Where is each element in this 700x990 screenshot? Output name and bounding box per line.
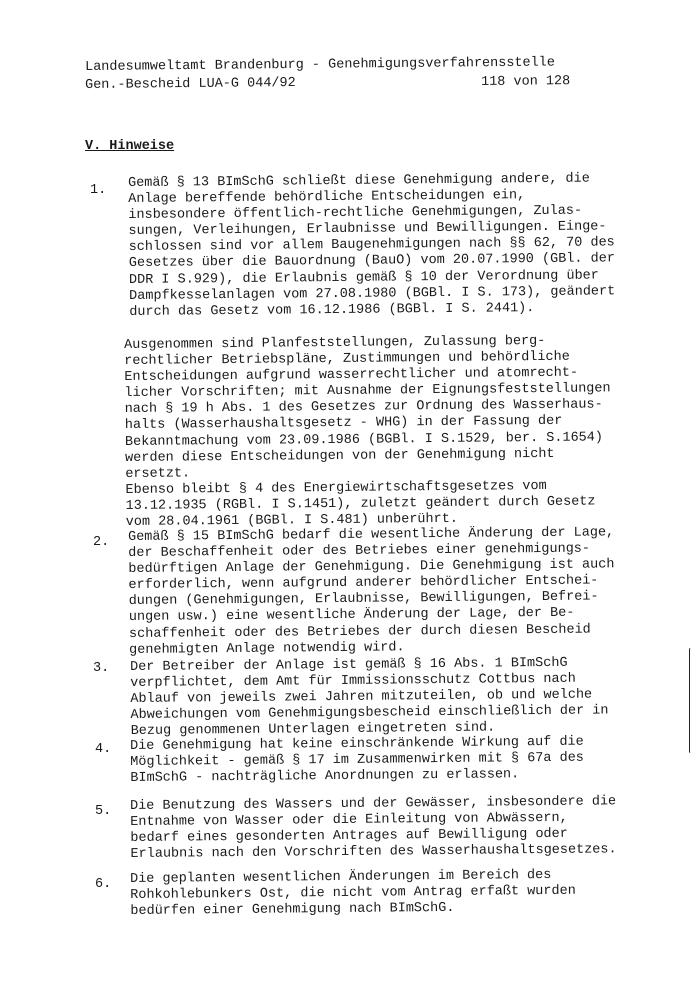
text-line: bedürftigen Anlage der Genehmigung. Die Genehmigung ist auch	[128, 557, 615, 578]
header-reference: Gen.-Bescheid LUA-G 044/92	[85, 75, 296, 93]
text-line: dungen (Genehmigungen, Erlaubnisse, Bewilligungen, Befrei-	[128, 589, 599, 610]
text-line: BImSchG - nachträgliche Anordnungen zu erlassen.	[130, 767, 520, 787]
text-line: Gesetzes über die Bauordnung (BauO) vom 20.07.1990 (GBl. der	[128, 251, 615, 272]
item-1-continuation	[124, 333, 612, 531]
text-line: schlossen sind vor allem Baugenehmigungen nach §§ 62, 70 des	[128, 235, 615, 256]
text-line: Ebenso bleibt § 4 des Energiewirtschaftsgesetzes vom	[125, 478, 547, 498]
text-line: vom 28.04.1961 (BGBl. I S.481) unberührt.	[125, 511, 458, 531]
item-6-text	[130, 868, 576, 921]
text-line: DDR I S.929), die Erlaubnis gemäß § 10 der Verordnung über	[128, 268, 599, 288]
text-line: 13.12.1935 (RGBl. I S.1451), zuletzt geändert durch Gesetz	[125, 494, 596, 514]
text-line: Abweichungen vom Genehmigungsbescheid einschließlich der in	[130, 703, 609, 724]
item-number-4: 4.	[95, 742, 112, 757]
text-line: Ausgenommen sind Planfeststellungen, Zulassung berg-	[124, 333, 546, 353]
text-line: Die geplanten wesentlichen Änderungen im Bereich des	[130, 867, 552, 887]
item-number-1: 1.	[90, 183, 107, 198]
section-title: V. Hinweise	[85, 139, 175, 154]
text-line: Ablauf von jeweils zwei Jahren mitzuteilen, ob und welche	[130, 687, 593, 708]
item-number-5: 5.	[95, 804, 112, 819]
text-line: halts (Wasserhaushaltsgesetz - WHG) in der Fassung der	[124, 414, 563, 434]
item-number-3: 3.	[93, 661, 110, 676]
text-line: durch das Gesetz vom 16.12.1986 (BGBl. I S. 2441).	[129, 300, 535, 320]
text-line: rechtlicher Betriebspläne, Zustimmungen und behördliche	[124, 349, 570, 370]
text-line: insbesondere öffentlich-rechtliche Genehmigungen, Zulas-	[128, 203, 583, 224]
text-line: ersetzt.	[125, 466, 191, 482]
text-line: Erlaubnis nach den Vorschriften des Wasserhaushaltsgesetzes.	[130, 842, 617, 863]
text-line: schaffenheit oder des Betriebes der durch diesen Bescheid	[128, 622, 591, 642]
text-line: Anlage bereffende behördliche Entscheidungen ein,	[128, 188, 526, 208]
text-line: Entscheidungen aufgrund wasserrechtlicher und atomrecht-	[124, 365, 579, 386]
text-line: Dampfkesselanlagen vom 27.08.1980 (BGBl. I S. 173), geändert	[129, 283, 616, 304]
item-number-2: 2.	[93, 535, 110, 550]
text-line: der Beschaffenheit oder des Betriebes einer genehmigungs-	[128, 541, 591, 562]
text-line: Die Genehmigung hat keine einschränkende Wirkung auf die	[130, 734, 584, 754]
item-2-text	[128, 525, 615, 658]
text-line: verpflichtet, dem Amt für Immissionsschutz Cottbus nach	[130, 671, 576, 692]
text-line: Möglichkeit - gemäß § 17 im Zusammenwirken mit § 67a des	[130, 750, 584, 771]
text-line: Gemäß § 13 BImSchG schließt diese Genehmigung andere, die	[128, 171, 590, 191]
text-line: bedarf eines gesonderten Antrages auf Bewilligung oder	[130, 826, 568, 847]
text-line: erforderlich, wenn aufgrund anderer behördlicher Entschei-	[128, 573, 599, 594]
margin-mark	[689, 648, 692, 753]
text-line: bedürfen einer Genehmigung nach BImSchG.	[130, 901, 455, 920]
text-line: werden diese Entscheidungen von der Genehmigung nicht	[125, 446, 555, 466]
text-line: Rohkohlebunkers Ost, die nicht vom Antrag erfaßt wurden	[130, 883, 576, 904]
item-5-text	[130, 794, 617, 863]
text-line: nach § 19 h Abs. 1 des Gesetzes zur Ordnung des Wasserhaus-	[124, 397, 603, 418]
text-line: Der Betreiber der Anlage ist gemäß § 16 Abs. 1 BImSchG	[130, 655, 568, 675]
text-line: genehmigten Anlage notwendig wird.	[129, 640, 405, 658]
text-line: Entnahme von Wasser oder die Einleitung von Abwässern,	[130, 810, 568, 831]
text-line: licher Vorschriften; mit Ausnahme der Eignungsfeststellungen	[124, 381, 611, 402]
text-line: Gemäß § 15 BImSchG bedarf die wesentliche Änderung der Lage,	[128, 525, 615, 545]
text-line: ungen usw.) eine wesentliche Änderung der Lage, der Be-	[128, 606, 575, 626]
page-indicator: 118 von 128	[481, 74, 571, 90]
text-line: Bekanntmachung vom 23.09.1986 (BGBl. I S.1529, ber. S.1654)	[124, 429, 604, 450]
text-line: sungen, Verleihungen, Erlaubnisse und Bewilligungen. Einge-	[128, 219, 607, 240]
text-line: Bezug genommenen Unterlagen eingetreten sind.	[130, 720, 496, 740]
item-number-6: 6.	[95, 877, 112, 892]
item-3-text	[130, 655, 609, 740]
item-1-text	[128, 171, 615, 321]
header-authority: Landesumweltamt Brandenburg - Genehmigungsverfahrensstelle	[85, 55, 556, 75]
item-4-text	[130, 735, 584, 788]
text-line: Die Benutzung des Wassers und der Gewässer, insbesondere die	[130, 794, 617, 814]
